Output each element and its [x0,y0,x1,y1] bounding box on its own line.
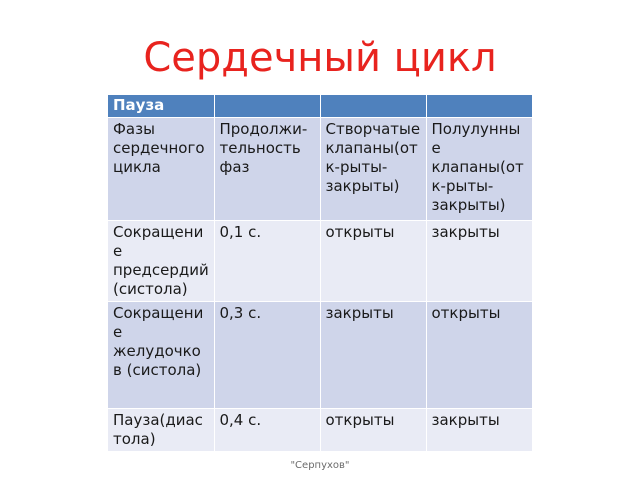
header-cell-empty [214,95,320,118]
table-cell: 0,1 с. [214,221,320,302]
table-header-row [108,95,532,118]
table-cell: Продолжи-тельность фаз [214,118,320,221]
table-row [108,118,532,221]
cardiac-cycle-table [108,95,532,452]
table-cell: Пауза(диастола) [108,409,214,452]
table-cell: открыты [320,409,426,452]
header-cell-pause: Пауза [108,95,214,118]
slide-title: Сердечный цикл [143,35,497,81]
table-cell: Полулунные клапаны(отк-рыты-закрыты) [426,118,532,221]
header-cell-empty [426,95,532,118]
table-cell: открыты [320,221,426,302]
table-cell: Сокращение желудочков (систола) [108,302,214,409]
table-cell: закрыты [426,409,532,452]
table-cell: открыты [426,302,532,409]
table-cell: Фазы сердечного цикла [108,118,214,221]
table-row [108,302,532,409]
table-cell: Сокращение предсердий(систола) [108,221,214,302]
table-row [108,221,532,302]
table-cell: закрыты [320,302,426,409]
table-cell: 0,4 с. [214,409,320,452]
table-cell: закрыты [426,221,532,302]
footer-note: "Серпухов" [290,460,350,471]
table-cell: 0,3 с. [214,302,320,409]
header-cell-empty [320,95,426,118]
table-row [108,409,532,452]
table-cell: Створчатые клапаны(отк-рыты-закрыты) [320,118,426,221]
